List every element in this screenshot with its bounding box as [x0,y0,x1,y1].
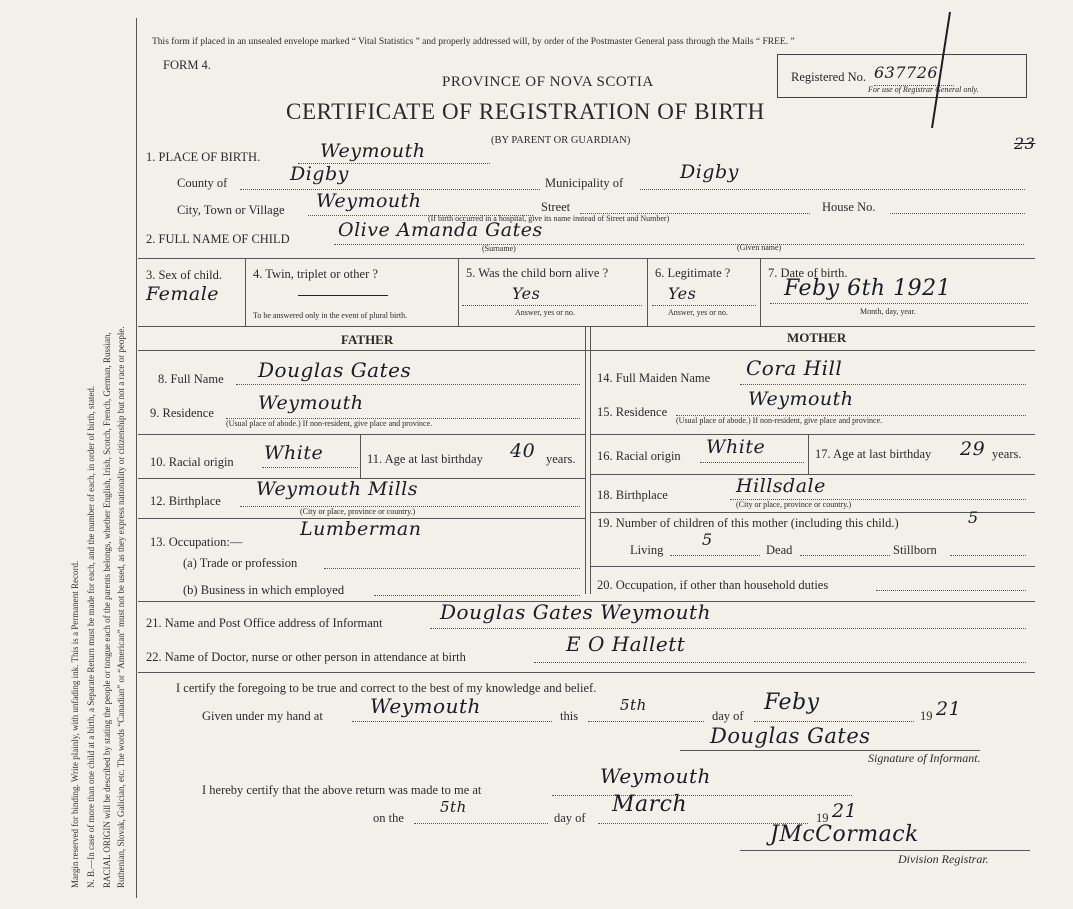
given-year-value: 21 [936,698,962,720]
legitimate-value: Yes [668,284,697,303]
given-under-label: Given under my hand at [202,709,323,723]
occupation-value: Lumberman [300,518,422,540]
given-year-prefix: 19 [920,709,933,723]
birth-date-label: 7. Date of birth. [768,266,848,280]
mother-residence-label: 15. Residence [597,405,668,419]
living-label: Living [630,543,664,557]
mother-racial-label: 16. Racial origin [597,449,681,463]
legitimate-note: Answer, yes or no. [668,308,728,317]
children-value: 5 [968,508,979,527]
child-name-label: 2. FULL NAME OF CHILD [146,232,290,246]
registrar-use-note: For use of Registrar General only. [868,85,979,94]
father-racial-label: 10. Racial origin [150,455,234,469]
alive-value: Yes [512,284,541,303]
father-name-value: Douglas Gates [258,358,412,382]
pen-stroke-mark [920,10,960,130]
sidebar-note-1: Margin reserved for binding. Write plainly, with unfading ink. This is a Permanent Record. [70,560,80,888]
father-residence-label: 9. Residence [150,406,214,420]
sidebar-note-3: RACIAL ORIGIN will be described by stating the people or tongue each of the parents belongs, whether English, Irish, Scotch, French, German, Russian, [102,332,112,888]
twin-label: 4. Twin, triplet or other ? [253,267,378,281]
father-racial-value: White [264,442,324,464]
certify-statement: I certify the foregoing to be true and correct to the best of my knowledge and belief. [176,681,597,695]
father-age-value: 40 [510,440,536,462]
mail-notice: This form if placed in an unsealed envelope marked “ Vital Statistics ” and properly addressed will, by order of the Postmaster General pass through the Mails “ FREE. ” [152,37,795,47]
legitimate-label: 6. Legitimate ? [655,266,731,280]
binding-margin-line [136,18,137,898]
father-birthplace-label: 12. Birthplace [150,494,221,508]
mother-birthplace-label: 18. Birthplace [597,488,668,502]
father-heading: FATHER [341,332,394,347]
province-heading: PROVINCE OF NOVA SCOTIA [442,74,654,90]
business-label: (b) Business in which employed [183,583,345,597]
stillborn-label: Stillborn [893,543,937,557]
dead-label: Dead [766,543,793,557]
child-name-value: Olive Amanda Gates [338,219,543,241]
sidebar-note-4: Ruthenian, Slovak, Galician, etc. The words “Canadian” or “American” must not be used, as they express nationality or citizenship but not a race or people. [116,326,126,888]
registrar-year-prefix: 19 [816,811,829,825]
birth-date-note: Month, day, year. [860,307,916,316]
house-number-label: House No. [822,200,876,214]
given-month-value: Feby [764,690,820,715]
given-name-note: (Given name) [737,243,782,252]
county-label: County of [177,176,228,190]
doctor-value: E O Hallett [566,632,686,656]
mother-age-label: 17. Age at last birthday [815,447,932,461]
surname-note: (Surname) [482,244,516,253]
father-birthplace-value: Weymouth Mills [256,478,418,500]
registrar-statement: I hereby certify that the above return was made to me at [202,783,482,797]
mother-birthplace-note: (City or place, province or country.) [736,500,852,509]
city-value: Weymouth [316,190,422,212]
mother-heading: MOTHER [787,330,847,345]
registrar-day-of-label: day of [554,811,586,825]
registrar-day-value: 5th [440,798,467,816]
registrar-place-value: Weymouth [600,764,711,788]
informant-value: Douglas Gates Weymouth [440,600,711,624]
this-day-value: 5th [620,696,647,714]
sidebar-notes [66,22,136,890]
trade-label: (a) Trade or profession [183,556,298,570]
doctor-label: 22. Name of Doctor, nurse or other person in attendance at birth [146,650,466,664]
alive-label: 5. Was the child born alive ? [466,266,609,280]
children-label: 19. Number of children of this mother (including this child.) [597,516,899,530]
father-residence-value: Weymouth [258,392,364,414]
registrar-year-value: 21 [832,800,858,822]
day-of-label: day of [712,709,744,723]
registered-number-box [777,54,1027,98]
father-residence-note: (Usual place of abode.) If non-resident, give place and province. [226,419,433,428]
living-value: 5 [702,530,713,549]
father-years: years. [546,452,576,466]
alive-note: Answer, yes or no. [515,308,575,317]
sidebar-note-2: N. B.—In case of more than one child at a birth, a Separate Return must be made for each, and the number of each, in order of birth, stated. [86,385,96,888]
on-the-label: on the [373,811,404,825]
registered-label: Registered No. [791,70,866,84]
division-registrar-label: Division Registrar. [898,852,989,866]
registered-number: 637726 [874,63,939,82]
twin-note: To be answered only in the event of plural birth. [253,311,408,320]
municipality-value: Digby [680,161,739,183]
certificate-subtitle: (BY PARENT OR GUARDIAN) [491,135,631,146]
father-birthplace-note: (City or place, province or country.) [300,507,416,516]
place-of-birth-label: 1. PLACE OF BIRTH. [146,150,261,164]
father-age-label: 11. Age at last birthday [367,452,483,466]
birth-date-value: Feby 6th 1921 [784,276,952,301]
father-name-label: 8. Full Name [158,372,224,386]
county-value: Digby [290,163,349,185]
mother-name-value: Cora Hill [746,356,843,380]
certificate-title: CERTIFICATE OF REGISTRATION OF BIRTH [286,99,765,124]
place-of-birth-value: Weymouth [320,140,426,162]
form-number: FORM 4. [163,58,211,72]
mother-residence-note: (Usual place of abode.) If non-resident, give place and province. [676,416,883,425]
street-label: Street [541,200,571,214]
corner-mark: 23 [1014,134,1036,153]
this-label: this [560,709,579,723]
municipality-label: Municipality of [545,176,624,190]
city-label: City, Town or Village [177,203,285,217]
mother-racial-value: White [706,436,766,458]
mother-residence-value: Weymouth [748,388,854,410]
registrar-month-value: March [612,792,688,817]
signature-of-informant-label: Signature of Informant. [868,751,981,765]
occupation-label: 13. Occupation:— [150,535,243,549]
sex-label: 3. Sex of child. [146,268,223,282]
mother-birthplace-value: Hillsdale [736,475,826,497]
hospital-note: (If birth occurred in a hospital, give its name instead of Street and Number) [428,214,670,223]
informant-signature: Douglas Gates [710,724,871,748]
given-place-value: Weymouth [370,694,481,718]
informant-label: 21. Name and Post Office address of Informant [146,616,383,630]
mother-years: years. [992,447,1022,461]
registrar-signature: JMcCormack [770,822,919,847]
mother-age-value: 29 [960,438,986,460]
mother-name-label: 14. Full Maiden Name [597,371,711,385]
sex-value: Female [146,283,220,305]
mother-occupation-label: 20. Occupation, if other than household duties [597,578,829,592]
